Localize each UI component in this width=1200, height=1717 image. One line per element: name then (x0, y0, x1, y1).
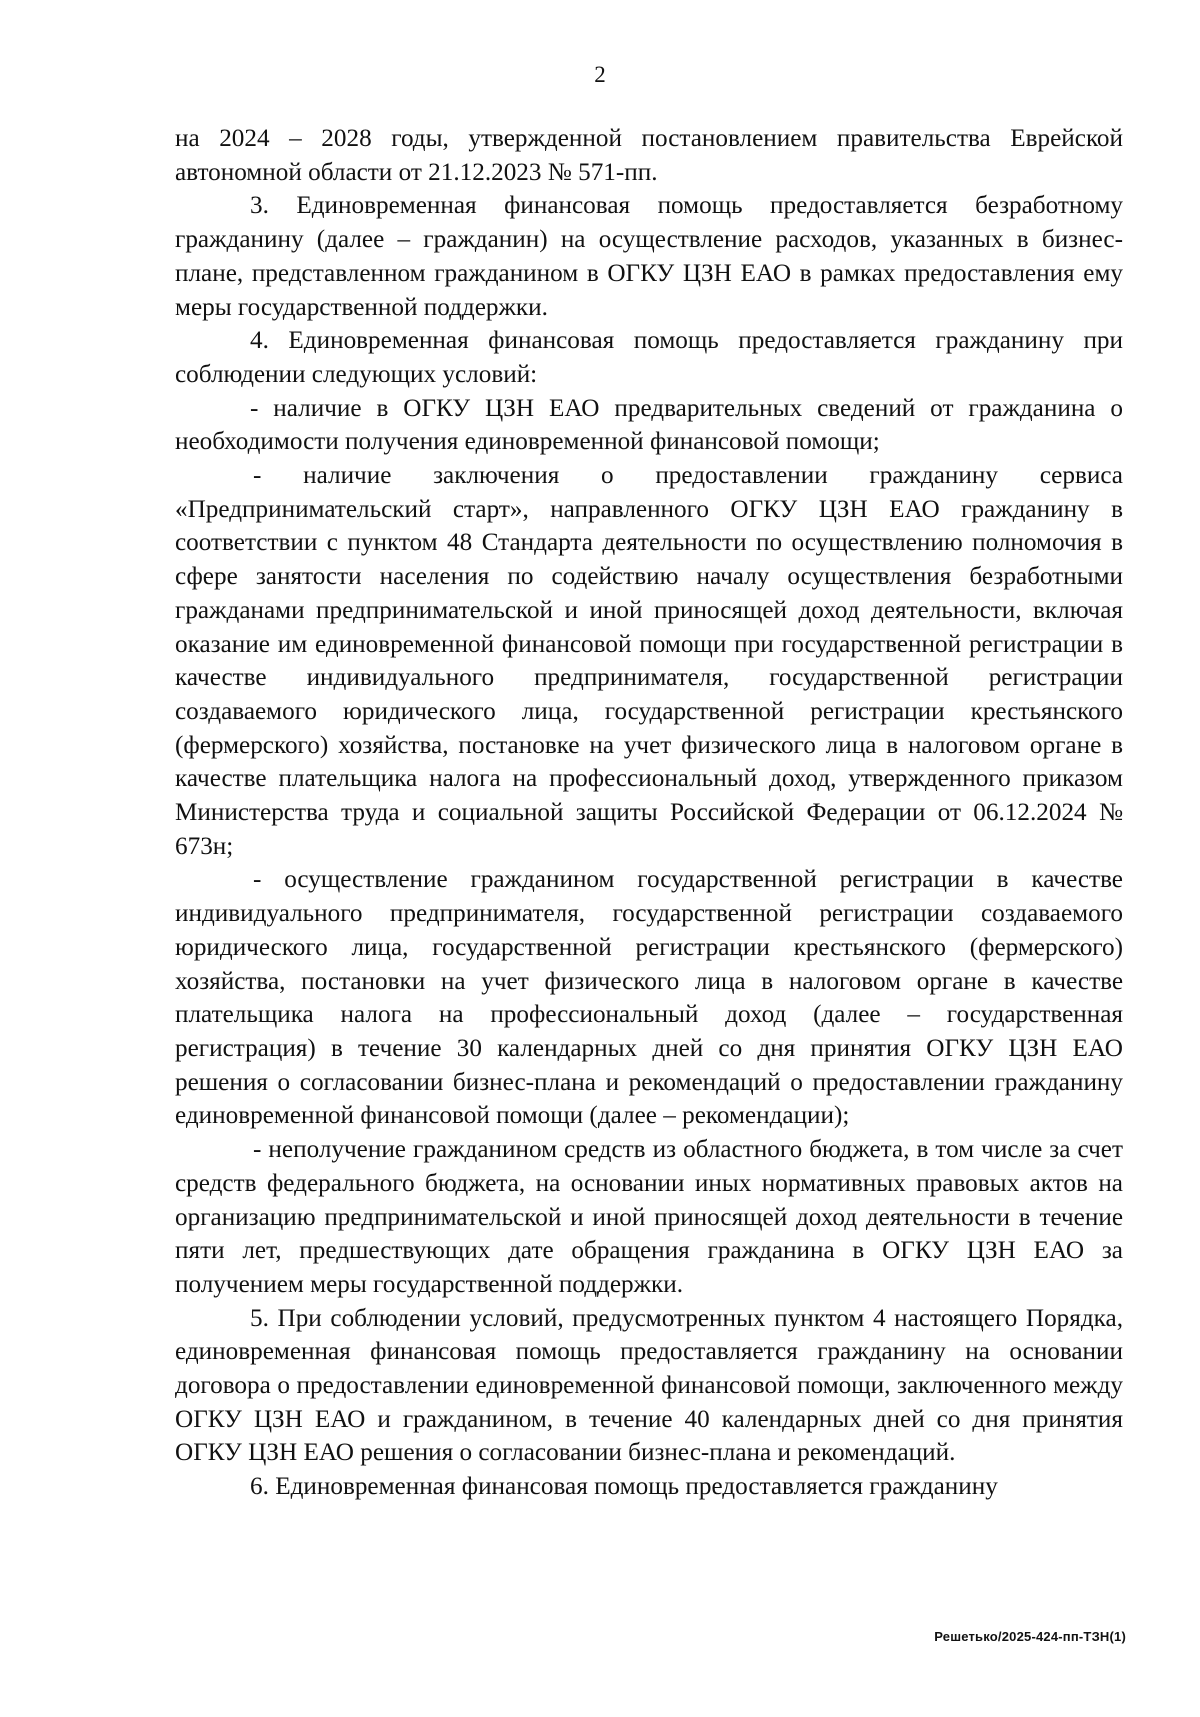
paragraph-item-3: 3. Единовременная финансовая помощь предоставляется безработному гражданину (далее – гражданин) на осуществление расходов, указанных в бизнес-плане, представленном гражданином в ОГКУ ЦЗН ЕАО в рамках предоставления ему меры государственной поддержки. (175, 192, 1123, 321)
condition-state-registration: - осуществление гражданином государственной регистрации в качестве индивидуального предпринимателя, государственной регистрации создаваемого юридического лица, государственной регистрации крестьянского (фермерского) хозяйства, постановки на учет физического лица в налоговом органе в качестве плательщика налога на профессиональный доход (далее – государственная регистрация) в течение 30 календарных дней со дня принятия ОГКУ ЦЗН ЕАО решения о согласовании бизнес-плана и рекомендаций о предоставлении гражданину единовременной финансовой помощи (далее – рекомендации); (175, 866, 1123, 1130)
document-body (175, 122, 1123, 1504)
paragraph-continuation: на 2024 – 2028 годы, утвержденной постановлением правительства Еврейской автономной области от 21.12.2023 № 571-пп. (175, 125, 1123, 186)
paragraph-item-5: 5. При соблюдении условий, предусмотренных пунктом 4 настоящего Порядка, единовременная финансовая помощь предоставляется гражданину на основании договора о предоставлении единовременной финансовой помощи, заключенного между ОГКУ ЦЗН ЕАО и гражданином, в течение 40 календарных дней со дня принятия ОГКУ ЦЗН ЕАО решения о согласовании бизнес-плана и рекомендаций. (175, 1304, 1123, 1467)
document-footer-code: Решетько/2025-424-пп-ТЗН(1) (934, 1629, 1126, 1644)
paragraph-item-6: 6. Единовременная финансовая помощь предоставляется гражданину (250, 1473, 998, 1501)
condition-preliminary-info: - наличие в ОГКУ ЦЗН ЕАО предварительных сведений от гражданина о необходимости получения единовременной финансовой помощи; (175, 394, 1123, 456)
page-number: 2 (594, 62, 606, 87)
condition-service-conclusion: - наличие заключения о предоставлении гражданину сервиса «Предпринимательский старт», направленного ОГКУ ЦЗН ЕАО гражданину в соответствии с пунктом 48 Стандарта деятельности по осуществлению полномочия в сфере занятости населения по содействию началу осуществления безработными гражданами предпринимательской и иной приносящей доход деятельности, включая оказание им единовременной финансовой помощи при государственной регистрации в качестве индивидуального предпринимателя, государственной регистрации создаваемого юридического лица, государственной регистрации крестьянского (фермерского) хозяйства, постановке на учет физического лица в налоговом органе в качестве плательщика налога на профессиональный доход, утвержденного приказом Министерства труда и социальной защиты Российской Федерации от 06.12.2024 № 673н; (175, 462, 1123, 860)
condition-no-prior-funds: - неполучение гражданином средств из областного бюджета, в том числе за счет средств федерального бюджета, на основании иных нормативных правовых актов на организацию предпринимательской и иной приносящей доход деятельности в течение пяти лет, предшествующих дате обращения гражданина в ОГКУ ЦЗН ЕАО за получением меры государственной поддержки. (175, 1136, 1123, 1298)
paragraph-item-4: 4. Единовременная финансовая помощь предоставляется гражданину при соблюдении следующих условий: (175, 327, 1123, 388)
